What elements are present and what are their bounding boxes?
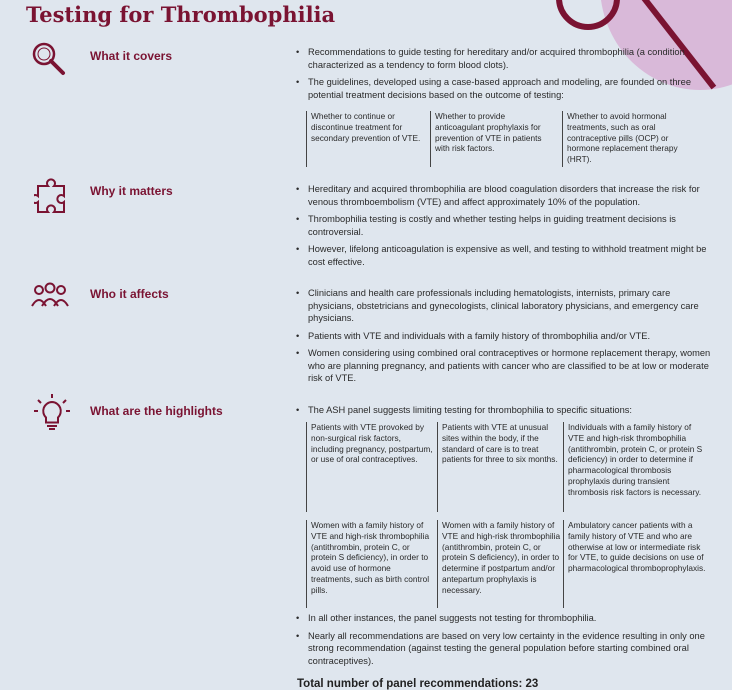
decision-column: Whether to provide anticoagulant prophylaxis for prevention of VTE in patients with risk factors. [430, 111, 554, 167]
highlight-cell: Ambulatory cancer patients with a family history of VTE and who are otherwise at low or intermediate risk for VTE, to guide decisions on use of pharmacological thromboprophylaxis. [563, 520, 707, 608]
page-title: Testing for Thrombophilia [26, 2, 336, 27]
highlight-cell: Women with a family history of VTE and high-risk thrombophilia (antithrombin, protein C, or protein S deficiency), in order to avoid use of hormone treatments, such as birth control pills. [306, 520, 434, 608]
what-it-covers-bullets [296, 46, 716, 106]
decision-column: Whether to avoid hormonal treatments, such as oral contraceptive pills (OCP) or hormone replacement therapy (HRT). [562, 111, 686, 167]
list-item: • Nearly all recommendations are based on very low certainty in the evidence resulting in only one strong recommendation (against testing the general population before starting combined oral contraceptives). [296, 630, 716, 668]
section-heading-who-it-affects: Who it affects [90, 287, 169, 301]
list-item: • However, lifelong anticoagulation is expensive as well, and testing to withhold treatment might be cost effective. [296, 243, 716, 268]
highlight-cell: Individuals with a family history of VTE and high-risk thrombophilia (antithrombin, protein C, or protein S deficiency) in order to determine if pharmacological thrombosis prophylaxis during transient thrombosis risk factors is necessary. [563, 422, 707, 512]
list-item: • Recommendations to guide testing for hereditary and/or acquired thrombophilia (a condition characterized as a tendency to form blood clots). [296, 46, 716, 71]
section-heading-why-it-matters: Why it matters [90, 184, 173, 198]
decision-column: Whether to continue or discontinue treatment for secondary prevention of VTE. [306, 111, 426, 167]
list-item: • The ASH panel suggests limiting testing for thrombophilia to specific situations: [296, 404, 716, 417]
list-item: • Patients with VTE and individuals with a family history of thrombophilia and/or VTE. [296, 330, 716, 343]
list-item: • Women considering using combined oral contraceptives or hormone replacement therapy, women who are planning pregnancy, and patients with cancer who are classified to be at low or moderate risk of VTE. [296, 347, 716, 385]
why-it-matters-bullets [296, 183, 716, 273]
highlights-intro [296, 404, 716, 422]
total-recommendations: Total number of panel recommendations: 23 [297, 678, 539, 690]
highlight-cell: Women with a family history of VTE and high-risk thrombophilia (antithrombin, protein C, or protein S deficiency), in order to determine if postpartum and/or antepartum prophylaxis is necessary. [437, 520, 561, 608]
highlight-cell: Patients with VTE provoked by non-surgical risk factors, including pregnancy, postpartum, or use of oral contraceptives. [306, 422, 434, 512]
people-icon [30, 276, 70, 316]
list-item: • Hereditary and acquired thrombophilia are blood coagulation disorders that increase the risk for venous thromboembolism (VTE) and affect approximately 10% of the population. [296, 183, 716, 208]
list-item: • In all other instances, the panel suggests not testing for thrombophilia. [296, 612, 716, 625]
who-it-affects-bullets [296, 287, 716, 390]
section-heading-what-it-covers: What it covers [90, 49, 173, 63]
list-item: • Thrombophilia testing is costly and whether testing helps in guiding treatment decisions is controversial. [296, 213, 716, 238]
list-item: • The guidelines, developed using a case-based approach and modeling, are founded on three potential treatment decisions based on the outcome of testing: [296, 76, 716, 101]
puzzle-icon [34, 176, 74, 216]
highlights-closing-bullets [296, 612, 716, 672]
section-heading-highlights: What are the highlights [90, 404, 223, 418]
lightbulb-icon [32, 393, 72, 433]
magnifier-icon [28, 38, 68, 78]
highlight-cell: Patients with VTE at unusual sites within the body, if the standard of care is to treat patients for three to six months. [437, 422, 561, 512]
list-item: • Clinicians and health care professionals including hematologists, internists, primary care physicians, obstetricians and gynecologists, clinical laboratory physicians, and emergency care physicians. [296, 287, 716, 325]
